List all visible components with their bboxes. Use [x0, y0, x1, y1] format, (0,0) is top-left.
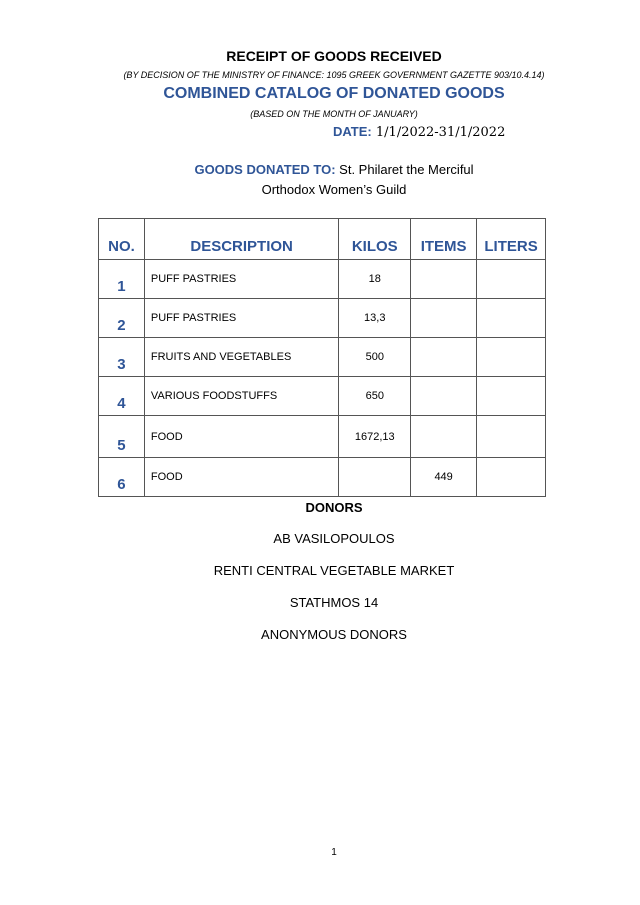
- row-description: FOOD: [144, 458, 338, 497]
- donor-item: STATHMOS 14: [289, 595, 379, 610]
- row-description: VARIOUS FOODSTUFFS: [144, 377, 338, 416]
- header-liters: LITERS: [477, 219, 546, 260]
- table-row: [99, 416, 546, 458]
- row-description: PUFF PASTRIES: [144, 260, 338, 299]
- donors-heading: DONORS: [305, 500, 363, 515]
- donor-item: AB VASILOPOULOS: [273, 531, 395, 546]
- row-liters: [477, 458, 546, 497]
- table-header-row: [99, 219, 546, 260]
- page-number: 1: [331, 847, 337, 858]
- row-kilos: 500: [339, 338, 411, 377]
- catalog-title: COMBINED CATALOG OF DONATED GOODS: [163, 85, 505, 102]
- row-kilos: 650: [339, 377, 411, 416]
- row-kilos: [339, 458, 411, 497]
- header-kilos: KILOS: [339, 219, 411, 260]
- document-title: RECEIPT OF GOODS RECEIVED: [226, 48, 442, 64]
- row-number: 1: [99, 260, 145, 299]
- table-row: [99, 299, 546, 338]
- donor-item: RENTI CENTRAL VEGETABLE MARKET: [213, 563, 455, 578]
- row-liters: [477, 260, 546, 299]
- header-description: DESCRIPTION: [144, 219, 338, 260]
- donated-to-line: [0, 162, 640, 177]
- row-kilos: 13,3: [339, 299, 411, 338]
- date-label: DATE:: [333, 124, 372, 139]
- header-items: ITEMS: [411, 219, 477, 260]
- table-row: [99, 458, 546, 497]
- row-number: 2: [99, 299, 145, 338]
- row-items: 449: [411, 458, 477, 497]
- row-liters: [477, 338, 546, 377]
- date-line: [333, 124, 505, 140]
- row-items: [411, 377, 477, 416]
- row-description: FOOD: [144, 416, 338, 458]
- row-number: 3: [99, 338, 145, 377]
- based-on-note: (BASED ON THE MONTH OF JANUARY): [250, 109, 418, 119]
- donated-to-label: GOODS DONATED TO:: [194, 162, 336, 177]
- row-items: [411, 260, 477, 299]
- row-number: 5: [99, 416, 145, 458]
- row-items: [411, 338, 477, 377]
- row-description: PUFF PASTRIES: [144, 299, 338, 338]
- table-row: [99, 377, 546, 416]
- row-items: [411, 416, 477, 458]
- row-description: FRUITS AND VEGETABLES: [144, 338, 338, 377]
- table-row: [99, 260, 546, 299]
- table-row: [99, 338, 546, 377]
- row-number: 4: [99, 377, 145, 416]
- decision-note: (BY DECISION OF THE MINISTRY OF FINANCE: 1095 GREEK GOVERNMENT GAZETTE 903/10.4.14): [123, 70, 545, 80]
- goods-table: [98, 218, 546, 497]
- donor-item: ANONYMOUS DONORS: [261, 627, 407, 642]
- header-no: NO.: [99, 219, 145, 260]
- row-liters: [477, 299, 546, 338]
- row-items: [411, 299, 477, 338]
- row-liters: [477, 377, 546, 416]
- donated-to-recipient-line2: Orthodox Women’s Guild: [261, 182, 407, 197]
- donated-to-recipient: St. Philaret the Merciful: [339, 162, 474, 177]
- row-kilos: 1672,13: [339, 416, 411, 458]
- row-liters: [477, 416, 546, 458]
- date-value: 1/1/2022-31/1/2022: [375, 125, 506, 140]
- row-kilos: 18: [339, 260, 411, 299]
- row-number: 6: [99, 458, 145, 497]
